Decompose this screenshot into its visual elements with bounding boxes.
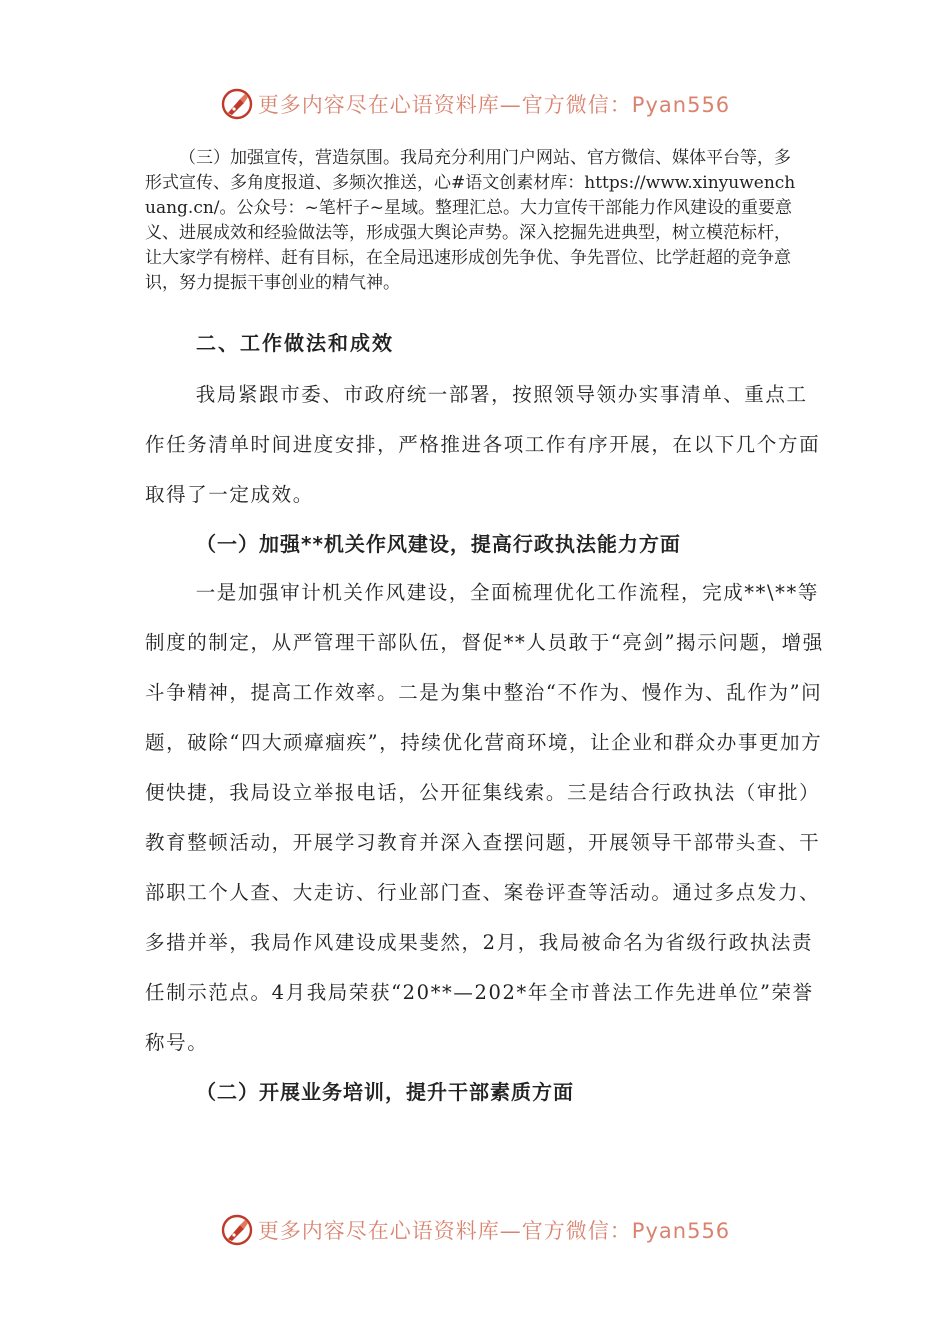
pen-nib-icon: [220, 1213, 254, 1247]
intro-section: [145, 146, 805, 296]
watermark-banner-bottom: [0, 1210, 950, 1250]
subsection-1-paragraph: 一是加强审计机关作风建设，全面梳理优化工作流程，完成**\**等制度的制定，从严管理干部队伍，督促**人员敢于“亮剑”揭示问题，增强斗争精神，提高工作效率。二是为集中整治“不作为、慢作为、乱作为”问题，破除“四大顽瘴痼疾”，持续优化营商环境，让企业和群众办事更加方便快捷，我局设立举报电话，公开征集线索。三是结合行政执法（审批）教育整顿活动，开展学习教育并深入查摆问题，开展领导干部带头查、干部职工个人查、大走访、行业部门查、案卷评查等活动。通过多点发力、多措并举，我局作风建设成果斐然，2月，我局被命名为省级行政执法责任制示范点。4月我局荣获“20**—202*年全市普法工作先进单位”荣誉称号。: [145, 581, 824, 1054]
watermark-text: 更多内容尽在心语资料库—官方微信：Pyan556: [257, 1219, 731, 1243]
section-heading: 二、工作做法和成效: [196, 331, 394, 355]
intro-paragraph: （三）加强宣传，营造氛围。我局充分利用门户网站、官方微信、媒体平台等，多形式宣传、多角度报道、多频次推送，心#语文创素材库：https://www.xinyuwenchuang.cn/。公众号：~笔杆子~星域。整理汇总。大力宣传干部能力作风建设的重要意义、进展成效和经验做法等，形成强大舆论声势。深入挖掘先进典型，树立模范标杆，让大家学有榜样、赶有目标，在全局迅速形成创先争优、争先晋位、比学赶超的竞争意识，努力提振干事创业的精气神。: [145, 148, 796, 293]
section-paragraph: 我局紧跟市委、市政府统一部署，按照领导领办实事清单、重点工作任务清单时间进度安排，严格推进各项工作有序开展，在以下几个方面取得了一定成效。: [145, 383, 821, 506]
subheading-1: （一）加强**机关作风建设，提高行政执法能力方面: [196, 532, 681, 556]
watermark-text: 更多内容尽在心语资料库—官方微信：Pyan556: [257, 93, 731, 117]
section-body: [145, 370, 825, 520]
subheading-2: （二）开展业务培训，提升干部素质方面: [196, 1080, 574, 1104]
pen-nib-icon: [220, 87, 254, 121]
watermark-banner-top: [0, 84, 950, 124]
subsection-1-body: [145, 568, 825, 1068]
